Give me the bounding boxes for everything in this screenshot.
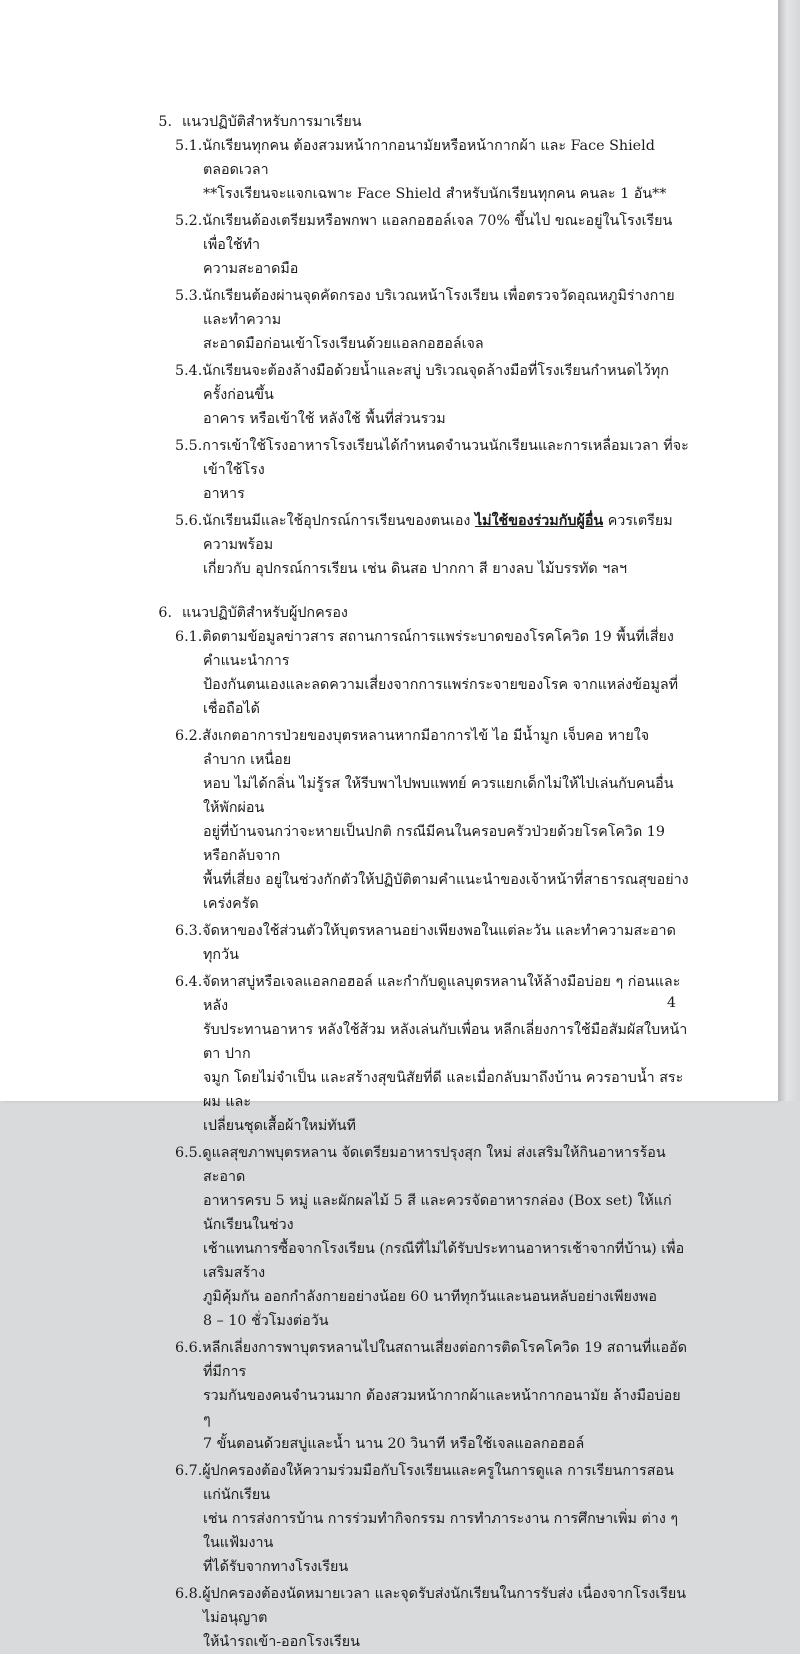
list-item: [175, 434, 690, 506]
list-item: [175, 1459, 690, 1579]
item-number: 5.3.: [175, 288, 203, 304]
list-item: [175, 724, 690, 916]
item-text-line: นักเรียนต้องผ่านจุดคัดกรอง บริเวณหน้าโรงเรียน เพื่อตรวจวัดอุณหภูมิร่างกาย และทำความ: [202, 288, 675, 328]
item-text-line: ผู้ปกครองต้องให้ความร่วมมือกับโรงเรียนและครูในการดูแล การเรียนการสอนแก่นักเรียน: [202, 1463, 674, 1503]
item-text-line: รับประทานอาหาร หลังใช้ส้วม หลังเล่นกับเพื่อน หลีกเลี่ยงการใช้มือสัมผัสใบหน้า ตา ปาก: [203, 1022, 688, 1062]
item-number: 6.6.: [175, 1340, 203, 1356]
item-text-line: เกี่ยวกับ อุปกรณ์การเรียน เช่น ดินสอ ปากกา สี ยางลบ ไม้บรรทัด ฯลฯ: [203, 561, 628, 577]
item-text-line: **โรงเรียนจะแจกเฉพาะ Face Shield สำหรับนักเรียนทุกคน คนละ 1 อัน**: [203, 186, 667, 202]
item-number: 6.5.: [175, 1145, 203, 1161]
list-item: [175, 625, 690, 721]
item-text-line: เช้าแทนการซื้อจากโรงเรียน (กรณีที่ไม่ได้รับประทานอาหารเช้าจากที่บ้าน) เพื่อเสริมสร้าง: [203, 1241, 685, 1281]
section-title: แนวปฏิบัติสำหรับการมาเรียน: [182, 114, 362, 130]
item-number: 6.4.: [175, 974, 203, 990]
item-text-line: อาคาร หรือเข้าใช้ หลังใช้ พื้นที่ส่วนรวม: [203, 411, 446, 427]
section-6: [150, 601, 690, 1654]
item-text: ควรเตรียมความพร้อม: [203, 513, 673, 553]
item-number: 5.5.: [175, 438, 203, 454]
page-edge-shadow: [778, 0, 800, 1101]
item-number: 6.1.: [175, 629, 203, 645]
list-item: [175, 284, 690, 356]
item-text-line: อยู่ที่บ้านจนกว่าจะหายเป็นปกติ กรณีมีคนในครอบครัวป่วยด้วยโรคโควิด 19 หรือกลับจาก: [203, 824, 665, 864]
item-number: 5.2.: [175, 213, 203, 229]
item-number: 6.8.: [175, 1586, 203, 1602]
emphasis-text: ไม่ใช้ของร่วมกับผู้อื่น: [474, 513, 604, 529]
list-item: [175, 1582, 690, 1654]
list-item: [175, 1141, 690, 1333]
page-number: 4: [667, 995, 676, 1011]
item-text-line: ดูแลสุขภาพบุตรหลาน จัดเตรียมอาหารปรุงสุก ใหม่ ส่งเสริมให้กินอาหารร้อน สะอาด: [202, 1145, 666, 1185]
item-text-line: เช่น การส่งการบ้าน การร่วมทำกิจกรรม การทำภาระงาน การศึกษาเพิ่ม ต่าง ๆ ในแฟ้มงาน: [203, 1511, 679, 1551]
item-number: 6.7.: [175, 1463, 203, 1479]
list-item: [175, 970, 690, 1138]
list-item: [175, 134, 690, 206]
item-text-line: ผู้ปกครองต้องนัดหมายเวลา และจุดรับส่งนักเรียนในการรับส่ง เนื่องจากโรงเรียนไม่อนุญาต: [202, 1586, 687, 1626]
section-heading: [150, 110, 690, 134]
section-5: [150, 110, 690, 581]
section-number: 5.: [158, 114, 172, 130]
item-text-line: จัดหาสบู่หรือเจลแอลกอฮอล์ และกำกับดูแลบุตรหลานให้ล้างมือบ่อย ๆ ก่อนและหลัง: [202, 974, 681, 1014]
item-text-line: หอบ ไม่ได้กลิ่น ไม่รู้รส ให้รีบพาไปพบแพทย์ ควรแยกเด็กไม่ให้ไปเล่นกับคนอื่น ให้พักผ่อน: [203, 776, 674, 816]
item-text-line: จมูก โดยไม่จำเป็น และสร้างสุขนิสัยที่ดี และเมื่อกลับมาถึงบ้าน ควรอาบน้ำ สระผม และ: [203, 1070, 684, 1110]
document-body: [150, 110, 690, 1654]
section-number: 6.: [158, 605, 172, 621]
section-title: แนวปฏิบัติสำหรับผู้ปกครอง: [182, 605, 348, 621]
item-text-line: นักเรียนจะต้องล้างมือด้วยน้ำและสบู่ บริเวณจุดล้างมือที่โรงเรียนกำหนดไว้ทุกครั้งก่อนขึ้น: [202, 363, 669, 403]
item-text-line: อาหารครบ 5 หมู่ และผักผลไม้ 5 สี และควรจัดอาหารกล่อง (Box set) ให้แก่นักเรียนในช่วง: [203, 1193, 672, 1233]
item-text-line: ให้นำรถเข้า-ออกโรงเรียน: [203, 1634, 360, 1650]
item-text-line: ที่ได้รับจากทางโรงเรียน: [203, 1559, 349, 1575]
item-text-line: สังเกตอาการป่วยของบุตรหลานหากมีอาการไข้ ไอ มีน้ำมูก เจ็บคอ หายใจลำบาก เหนื่อย: [202, 728, 650, 768]
item-text-line: รวมกันของคนจำนวนมาก ต้องสวมหน้ากากผ้าและหน้ากากอนามัย ล้างมือบ่อย ๆ: [203, 1388, 681, 1428]
item-number: 6.2.: [175, 728, 203, 744]
item-text-line: พื้นที่เสี่ยง อยู่ในช่วงกักตัวให้ปฏิบัติตามคำแนะนำของเจ้าหน้าที่สาธารณสุขอย่างเคร่งครัด: [203, 872, 689, 912]
item-text-line: 8 – 10 ชั่วโมงต่อวัน: [203, 1313, 329, 1329]
list-item: [175, 359, 690, 431]
list-item: [175, 209, 690, 281]
item-text-line: นักเรียนต้องเตรียมหรือพกพา แอลกอฮอล์เจล 70% ขึ้นไป ขณะอยู่ในโรงเรียน เพื่อใช้ทำ: [202, 213, 673, 253]
item-number: 5.1.: [175, 138, 203, 154]
item-text-line: การเข้าใช้โรงอาหารโรงเรียนได้กำหนดจำนวนนักเรียนและการเหลื่อมเวลา ที่จะเข้าใช้โรง: [202, 438, 689, 478]
list-item: [175, 1336, 690, 1456]
item-text-line: เปลี่ยนชุดเสื้อผ้าใหม่ทันที: [203, 1118, 356, 1134]
item-number: 5.4.: [175, 363, 203, 379]
item-text-line: หลีกเลี่ยงการพาบุตรหลานไปในสถานเสี่ยงต่อการติดโรคโควิด 19 สถานที่แออัดที่มีการ: [202, 1340, 688, 1380]
item-text-line: ความสะอาดมือ: [203, 261, 299, 277]
item-text-line: สะอาดมือก่อนเข้าโรงเรียนด้วยแอลกอฮอล์เจล: [203, 336, 484, 352]
item-text-line: 7 ขั้นตอนด้วยสบู่และน้ำ นาน 20 วินาที หรือใช้เจลแอลกอฮอล์: [203, 1436, 585, 1452]
item-text-line: จัดหาของใช้ส่วนตัวให้บุตรหลานอย่างเพียงพอในแต่ละวัน และทำความสะอาดทุกวัน: [202, 923, 676, 963]
item-text: นักเรียนมีและใช้อุปกรณ์การเรียนของตนเอง: [202, 513, 475, 529]
list-item: [175, 509, 690, 581]
item-text-line: ติดตามข้อมูลข่าวสาร สถานการณ์การแพร่ระบาดของโรคโควิด 19 พื้นที่เสี่ยง คำแนะนำการ: [202, 629, 674, 669]
item-number: 5.6.: [175, 513, 203, 529]
list-item: [175, 919, 690, 967]
item-text-line: ภูมิคุ้มกัน ออกกำลังกายอย่างน้อย 60 นาทีทุกวันและนอนหลับอย่างเพียงพอ: [203, 1289, 657, 1305]
item-number: 6.3.: [175, 923, 203, 939]
section-heading: [150, 601, 690, 625]
item-text-line: นักเรียนทุกคน ต้องสวมหน้ากากอนามัยหรือหน้ากากผ้า และ Face Shield ตลอดเวลา: [202, 138, 655, 178]
item-text-line: ป้องกันตนเองและลดความเสี่ยงจากการแพร่กระจายของโรค จากแหล่งข้อมูลที่เชื่อถือได้: [203, 677, 679, 717]
item-text-line: อาหาร: [203, 486, 245, 502]
